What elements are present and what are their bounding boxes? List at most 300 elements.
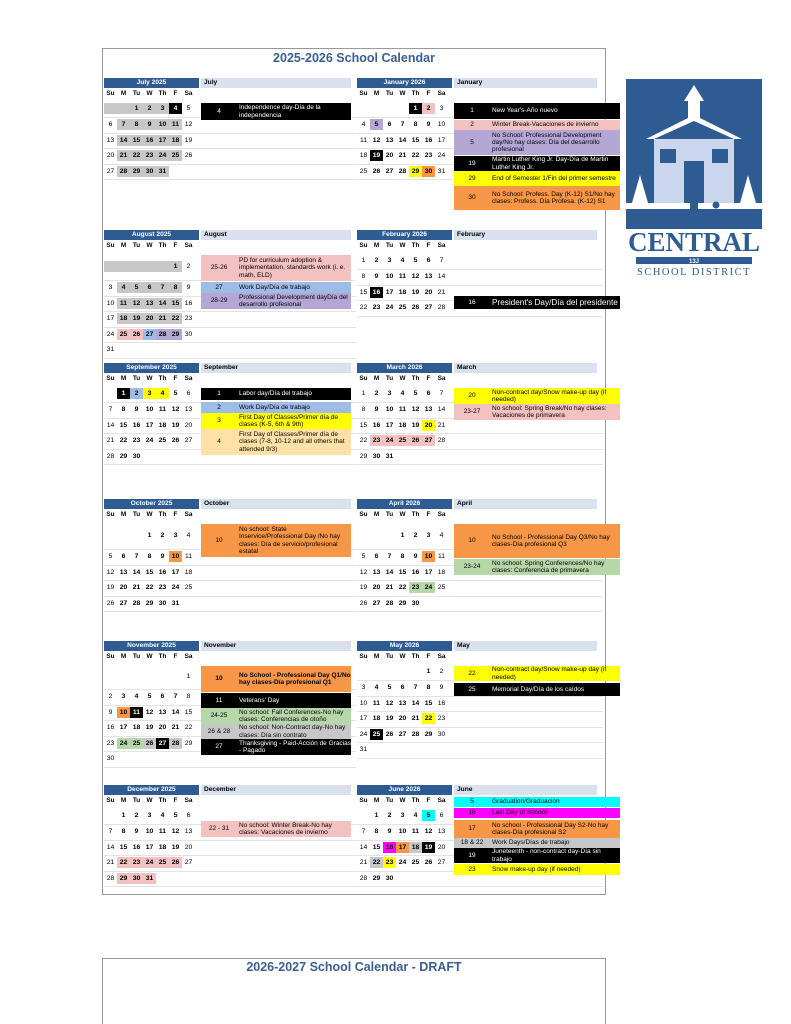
calendar-day[interactable]: 2 [422,103,435,114]
calendar-day[interactable]: 27 [398,730,407,738]
calendar-day[interactable]: 20 [437,843,446,851]
calendar-day[interactable]: 2 [160,531,165,539]
calendar-day[interactable]: 27 [119,599,128,607]
calendar-day[interactable]: 20 [184,843,193,851]
calendar-day[interactable]: 1 [186,672,191,680]
calendar-day[interactable]: 19 [106,584,115,592]
calendar-day[interactable]: 30 [130,873,143,884]
calendar-day[interactable]: 8 [374,828,379,836]
calendar-day[interactable]: 9 [108,708,113,716]
calendar-day[interactable]: 5 [361,553,366,561]
calendar-day[interactable]: 2 [130,388,143,399]
calendar-day[interactable]: 2 [439,668,444,675]
calendar-day[interactable]: 31 [437,167,446,175]
calendar-day[interactable]: 6 [439,812,444,819]
calendar-day[interactable]: 11 [169,119,182,130]
calendar-day[interactable]: 17 [106,315,115,323]
calendar-day[interactable]: 7 [400,121,405,129]
calendar-day[interactable]: 17 [145,421,154,429]
calendar-day[interactable]: 7 [156,282,169,293]
calendar-day[interactable]: 1 [361,257,366,264]
calendar-day[interactable]: 25 [359,167,368,175]
calendar-day[interactable]: 4 [374,684,379,692]
calendar-day[interactable]: 3 [426,531,431,539]
calendar-day[interactable]: 4 [134,693,139,701]
calendar-day[interactable]: 18 [398,288,407,296]
calendar-day[interactable]: 5 [173,812,178,819]
calendar-day[interactable]: 6 [426,257,431,264]
calendar-day[interactable]: 13 [106,136,115,144]
calendar-day[interactable]: 1 [400,531,405,539]
calendar-day[interactable]: 9 [439,684,444,692]
calendar-day[interactable]: 18 [372,715,381,723]
calendar-day[interactable]: 30 [385,874,394,882]
calendar-day[interactable]: 20 [119,584,128,592]
calendar-day[interactable]: 8 [426,684,431,692]
calendar-day[interactable]: 21 [106,859,115,867]
calendar-day[interactable]: 12 [171,406,180,414]
calendar-day[interactable]: 21 [106,437,115,445]
calendar-day[interactable]: 27 [184,859,193,867]
calendar-day[interactable]: 4 [361,121,366,129]
calendar-day[interactable]: 25 [396,435,409,446]
calendar-day[interactable] [117,103,130,114]
calendar-day[interactable]: 10 [145,406,154,414]
calendar-day[interactable]: 31 [106,346,115,354]
calendar-day[interactable]: 26 [130,329,143,340]
calendar-day[interactable]: 2 [413,531,418,539]
calendar-day[interactable]: 8 [169,282,182,293]
calendar-day[interactable]: 17 [119,724,128,732]
calendar-day[interactable]: 27 [184,437,193,445]
calendar-day[interactable]: 18 [398,421,407,429]
calendar-day[interactable]: 21 [359,859,368,867]
calendar-day[interactable]: 7 [134,553,139,561]
calendar-day[interactable]: 30 [422,166,435,177]
calendar-day[interactable]: 24 [171,584,180,592]
calendar-day[interactable]: 9 [374,406,379,414]
calendar-day[interactable]: 18 [409,842,422,853]
calendar-day[interactable]: 17 [145,843,154,851]
calendar-day[interactable]: 7 [173,693,178,701]
calendar-day[interactable]: 26 [184,152,193,160]
calendar-day[interactable]: 3 [387,390,392,397]
calendar-day[interactable]: 9 [413,553,418,561]
calendar-day[interactable]: 15 [424,699,433,707]
calendar-day[interactable]: 21 [171,724,180,732]
calendar-day[interactable]: 16 [158,568,167,576]
calendar-day[interactable]: 7 [108,828,113,836]
calendar-day[interactable]: 23 [106,739,115,747]
calendar-day[interactable]: 12 [385,699,394,707]
calendar-day[interactable]: 30 [411,599,420,607]
calendar-day[interactable]: 12 [145,708,154,716]
calendar-day[interactable]: 23 [370,435,383,446]
calendar-day[interactable]: 22 [130,150,143,161]
calendar-day[interactable]: 12 [411,406,420,414]
calendar-day[interactable]: 5 [147,693,152,701]
calendar-day[interactable]: 1 [117,388,130,399]
calendar-day[interactable]: 10 [385,273,394,281]
calendar-day[interactable]: 31 [385,452,394,460]
calendar-day[interactable]: 9 [387,828,392,836]
calendar-day[interactable]: 2 [186,262,191,270]
calendar-day[interactable]: 1 [361,390,366,397]
calendar-day[interactable]: 30 [143,166,156,177]
calendar-day[interactable]: 13 [184,406,193,414]
calendar-day[interactable]: 20 [158,724,167,732]
calendar-day[interactable]: 15 [184,708,193,716]
calendar-day[interactable]: 7 [439,257,444,264]
calendar-day[interactable]: 9 [134,828,139,836]
calendar-day[interactable]: 9 [160,553,165,561]
calendar-day[interactable]: 18 [158,843,167,851]
calendar-day[interactable]: 15 [359,421,368,429]
calendar-day[interactable]: 12 [130,298,143,309]
calendar-day[interactable]: 21 [398,152,407,160]
calendar-day[interactable]: 21 [411,715,420,723]
calendar-day[interactable]: 29 [145,599,154,607]
calendar-day[interactable]: 9 [143,119,156,130]
calendar-day[interactable]: 1 [121,812,126,819]
calendar-day[interactable]: 28 [132,599,141,607]
calendar-day[interactable]: 11 [437,553,446,561]
calendar-day[interactable]: 4 [169,103,182,114]
calendar-day[interactable]: 1 [374,812,379,819]
calendar-day[interactable]: 4 [160,812,165,819]
calendar-day[interactable]: 10 [437,121,446,129]
calendar-day[interactable]: 18 [158,421,167,429]
calendar-day[interactable]: 25 [398,304,407,312]
calendar-day[interactable]: 28 [106,452,115,460]
calendar-day[interactable]: 14 [398,136,407,144]
calendar-day[interactable]: 8 [413,121,418,129]
calendar-day[interactable]: 14 [106,843,115,851]
calendar-day[interactable]: 6 [143,282,156,293]
calendar-day[interactable]: 7 [361,828,366,836]
calendar-day[interactable]: 20 [106,152,115,160]
calendar-day[interactable]: 9 [186,284,191,292]
calendar-day[interactable]: 5 [413,390,418,397]
calendar-day[interactable]: 1 [169,261,182,272]
calendar-day[interactable]: 16 [372,421,381,429]
calendar-day[interactable]: 15 [130,135,143,146]
calendar-day[interactable]: 27 [385,167,394,175]
calendar-day[interactable]: 25 [130,738,143,749]
calendar-day[interactable]: 18 [169,135,182,146]
calendar-day[interactable] [130,261,143,272]
calendar-day[interactable]: 22 [411,152,420,160]
calendar-day[interactable]: 26 [143,738,156,749]
calendar-day[interactable]: 25 [169,150,182,161]
calendar-day[interactable]: 7 [387,553,392,561]
calendar-day[interactable]: 14 [359,843,368,851]
calendar-day[interactable]: 12 [359,568,368,576]
calendar-day[interactable]: 24 [385,304,394,312]
calendar-day[interactable]: 3 [439,105,444,112]
calendar-day[interactable]: 8 [130,119,143,130]
calendar-day[interactable]: 11 [184,553,193,561]
calendar-day[interactable]: 24 [143,857,156,868]
calendar-day[interactable]: 25 [437,584,446,592]
calendar-day[interactable]: 19 [171,421,180,429]
calendar-day[interactable]: 10 [169,551,182,562]
calendar-day[interactable]: 25 [411,859,420,867]
calendar-day[interactable]: 3 [173,531,178,539]
calendar-day[interactable]: 10 [385,406,394,414]
calendar-day[interactable]: 13 [437,828,446,836]
calendar-day[interactable]: 11 [359,136,368,144]
calendar-day[interactable]: 9 [134,406,139,414]
calendar-day[interactable]: 28 [437,437,446,445]
calendar-day[interactable]: 25 [156,857,169,868]
calendar-day[interactable]: 10 [359,699,368,707]
calendar-day[interactable] [104,261,117,272]
calendar-day[interactable]: 11 [398,406,407,414]
calendar-day[interactable]: 19 [385,715,394,723]
calendar-day[interactable]: 8 [186,693,191,701]
calendar-day[interactable]: 8 [121,406,126,414]
calendar-day[interactable]: 14 [132,568,141,576]
calendar-day[interactable]: 2 [108,693,113,701]
calendar-day[interactable]: 3 [108,284,113,292]
calendar-day[interactable]: 4 [439,531,444,539]
calendar-day[interactable]: 17 [424,568,433,576]
calendar-day[interactable]: 22 [422,713,435,724]
calendar-day[interactable]: 17 [359,715,368,723]
calendar-day[interactable]: 15 [372,843,381,851]
calendar-day[interactable]: 16 [132,843,141,851]
calendar-day[interactable]: 20 [424,288,433,296]
calendar-day[interactable]: 13 [424,273,433,281]
calendar-day[interactable]: 26 [169,857,182,868]
calendar-day[interactable]: 20 [385,152,394,160]
calendar-day[interactable]: 22 [145,584,154,592]
calendar-day[interactable]: 24 [422,582,435,593]
calendar-day[interactable]: 10 [422,551,435,562]
calendar-day[interactable]: 19 [422,842,435,853]
calendar-day[interactable] [143,261,156,272]
calendar-day[interactable]: 13 [372,568,381,576]
calendar-day[interactable]: 24 [117,738,130,749]
calendar-day[interactable]: 2 [143,103,156,114]
calendar-day[interactable]: 19 [184,136,193,144]
calendar-day[interactable]: 29 [424,730,433,738]
calendar-day[interactable]: 15 [169,298,182,309]
calendar-day[interactable]: 23 [409,582,422,593]
calendar-day[interactable]: 23 [383,857,396,868]
calendar-day[interactable]: 3 [143,388,156,399]
calendar-day[interactable]: 28 [156,329,169,340]
calendar-day[interactable]: 19 [130,313,143,324]
calendar-day[interactable]: 26 [171,437,180,445]
calendar-day[interactable]: 23 [132,437,141,445]
calendar-day[interactable]: 29 [359,452,368,460]
calendar-day[interactable]: 29 [117,873,130,884]
calendar-day[interactable]: 10 [398,828,407,836]
calendar-day[interactable]: 4 [186,531,191,539]
calendar-day[interactable]: 20 [422,420,435,431]
calendar-day[interactable]: 10 [156,119,169,130]
calendar-day[interactable]: 26 [411,304,420,312]
calendar-day[interactable]: 5 [387,684,392,692]
calendar-day[interactable]: 21 [385,584,394,592]
calendar-day[interactable]: 29 [169,329,182,340]
calendar-day[interactable]: 12 [411,273,420,281]
calendar-day[interactable]: 28 [437,304,446,312]
calendar-day[interactable]: 13 [158,708,167,716]
calendar-day[interactable]: 10 [117,707,130,718]
calendar-day[interactable]: 19 [370,150,383,161]
calendar-day[interactable]: 22 [119,437,128,445]
calendar-day[interactable]: 19 [411,421,420,429]
calendar-day[interactable]: 21 [156,313,169,324]
calendar-day[interactable]: 5 [108,553,113,561]
calendar-day[interactable]: 17 [385,421,394,429]
calendar-day[interactable]: 6 [121,553,126,561]
calendar-day[interactable]: 18 [132,724,141,732]
calendar-day[interactable] [104,103,117,114]
calendar-day[interactable]: 28 [385,599,394,607]
calendar-day[interactable]: 6 [374,553,379,561]
calendar-day[interactable]: 29 [184,739,193,747]
calendar-day[interactable]: 8 [400,553,405,561]
calendar-day[interactable]: 23 [158,584,167,592]
calendar-day[interactable]: 30 [437,730,446,738]
calendar-day[interactable]: 18 [117,313,130,324]
calendar-day[interactable]: 22 [169,313,182,324]
calendar-day[interactable]: 31 [156,166,169,177]
calendar-day[interactable]: 17 [156,135,169,146]
calendar-day[interactable]: 22 [370,857,383,868]
calendar-day[interactable]: 28 [398,167,407,175]
calendar-day[interactable]: 12 [372,136,381,144]
calendar-day[interactable]: 10 [145,828,154,836]
calendar-day[interactable]: 26 [106,599,115,607]
calendar-day[interactable]: 11 [117,298,130,309]
calendar-day[interactable]: 6 [160,693,165,701]
calendar-day[interactable]: 16 [132,421,141,429]
calendar-day[interactable]: 20 [143,313,156,324]
calendar-day[interactable]: 17 [171,568,180,576]
calendar-day[interactable]: 8 [121,828,126,836]
calendar-day[interactable]: 27 [106,167,115,175]
calendar-day[interactable]: 5 [130,282,143,293]
calendar-day[interactable]: 17 [385,288,394,296]
calendar-day[interactable]: 11 [372,699,381,707]
calendar-day[interactable]: 29 [409,166,422,177]
calendar-day[interactable]: 20 [372,584,381,592]
calendar-day[interactable]: 24 [145,437,154,445]
calendar-day[interactable]: 15 [359,288,368,296]
calendar-day[interactable]: 22 [359,304,368,312]
calendar-day[interactable]: 26 [385,730,394,738]
calendar-day[interactable]: 3 [121,693,126,701]
calendar-day[interactable]: 3 [361,684,366,692]
calendar-day[interactable]: 9 [374,273,379,281]
calendar-day[interactable]: 23 [130,857,143,868]
calendar-day[interactable] [117,261,130,272]
calendar-day[interactable]: 27 [437,859,446,867]
calendar-day[interactable]: 25 [117,329,130,340]
calendar-day[interactable]: 12 [184,121,193,129]
calendar-day[interactable]: 28 [359,874,368,882]
calendar-day[interactable]: 9 [426,121,431,129]
calendar-day[interactable]: 3 [387,257,392,264]
calendar-day[interactable]: 30 [106,755,115,763]
calendar-day[interactable]: 28 [117,166,130,177]
calendar-day[interactable]: 15 [411,136,420,144]
calendar-day[interactable]: 22 [359,437,368,445]
calendar-day[interactable]: 25 [158,437,167,445]
calendar-day[interactable]: 13 [424,406,433,414]
calendar-day[interactable]: 5 [370,119,383,130]
calendar-day[interactable]: 13 [385,136,394,144]
calendar-day[interactable]: 27 [422,435,435,446]
calendar-day[interactable]: 13 [398,699,407,707]
calendar-day[interactable]: 24 [106,330,115,338]
calendar-day[interactable]: 6 [108,121,113,129]
calendar-day[interactable]: 20 [398,715,407,723]
calendar-day[interactable]: 1 [130,103,143,114]
calendar-day[interactable]: 5 [186,105,191,112]
calendar-day[interactable]: 18 [184,568,193,576]
calendar-day[interactable]: 8 [147,553,152,561]
calendar-day[interactable]: 6 [426,390,431,397]
calendar-day[interactable]: 31 [359,746,368,754]
calendar-day[interactable]: 25 [184,584,193,592]
calendar-day[interactable]: 29 [372,874,381,882]
calendar-day[interactable]: 3 [400,812,405,819]
calendar-day[interactable]: 3 [156,103,169,114]
calendar-day[interactable]: 5 [413,257,418,264]
calendar-day[interactable]: 13 [143,298,156,309]
calendar-day[interactable]: 24 [156,150,169,161]
calendar-day[interactable]: 30 [158,599,167,607]
calendar-day[interactable]: 13 [119,568,128,576]
calendar-day[interactable]: 2 [134,812,139,819]
calendar-day[interactable]: 19 [411,288,420,296]
calendar-day[interactable]: 11 [158,828,167,836]
calendar-day[interactable]: 4 [400,390,405,397]
calendar-day[interactable]: 12 [171,828,180,836]
calendar-day[interactable]: 8 [361,273,366,281]
calendar-day[interactable]: 14 [106,421,115,429]
calendar-day[interactable]: 18 [359,152,368,160]
calendar-day[interactable]: 6 [387,121,392,129]
calendar-day[interactable]: 24 [383,435,396,446]
calendar-day[interactable]: 4 [400,257,405,264]
calendar-day[interactable]: 30 [184,330,193,338]
calendar-day[interactable]: 23 [437,715,446,723]
calendar-day[interactable]: 16 [370,287,383,298]
calendar-day[interactable]: 27 [372,599,381,607]
calendar-day[interactable]: 6 [186,812,191,819]
calendar-day[interactable]: 21 [437,288,446,296]
calendar-day[interactable]: 16 [143,135,156,146]
calendar-day[interactable]: 14 [171,708,180,716]
calendar-day[interactable]: 23 [372,304,381,312]
calendar-day[interactable]: 20 [184,421,193,429]
calendar-day[interactable]: 27 [424,304,433,312]
calendar-day[interactable]: 28 [106,874,115,882]
calendar-day[interactable]: 15 [145,568,154,576]
calendar-day[interactable]: 21 [437,421,446,429]
calendar-day[interactable]: 14 [411,699,420,707]
calendar-day[interactable]: 24 [359,730,368,738]
calendar-day[interactable]: 23 [184,315,193,323]
calendar-day[interactable]: 24 [437,152,446,160]
